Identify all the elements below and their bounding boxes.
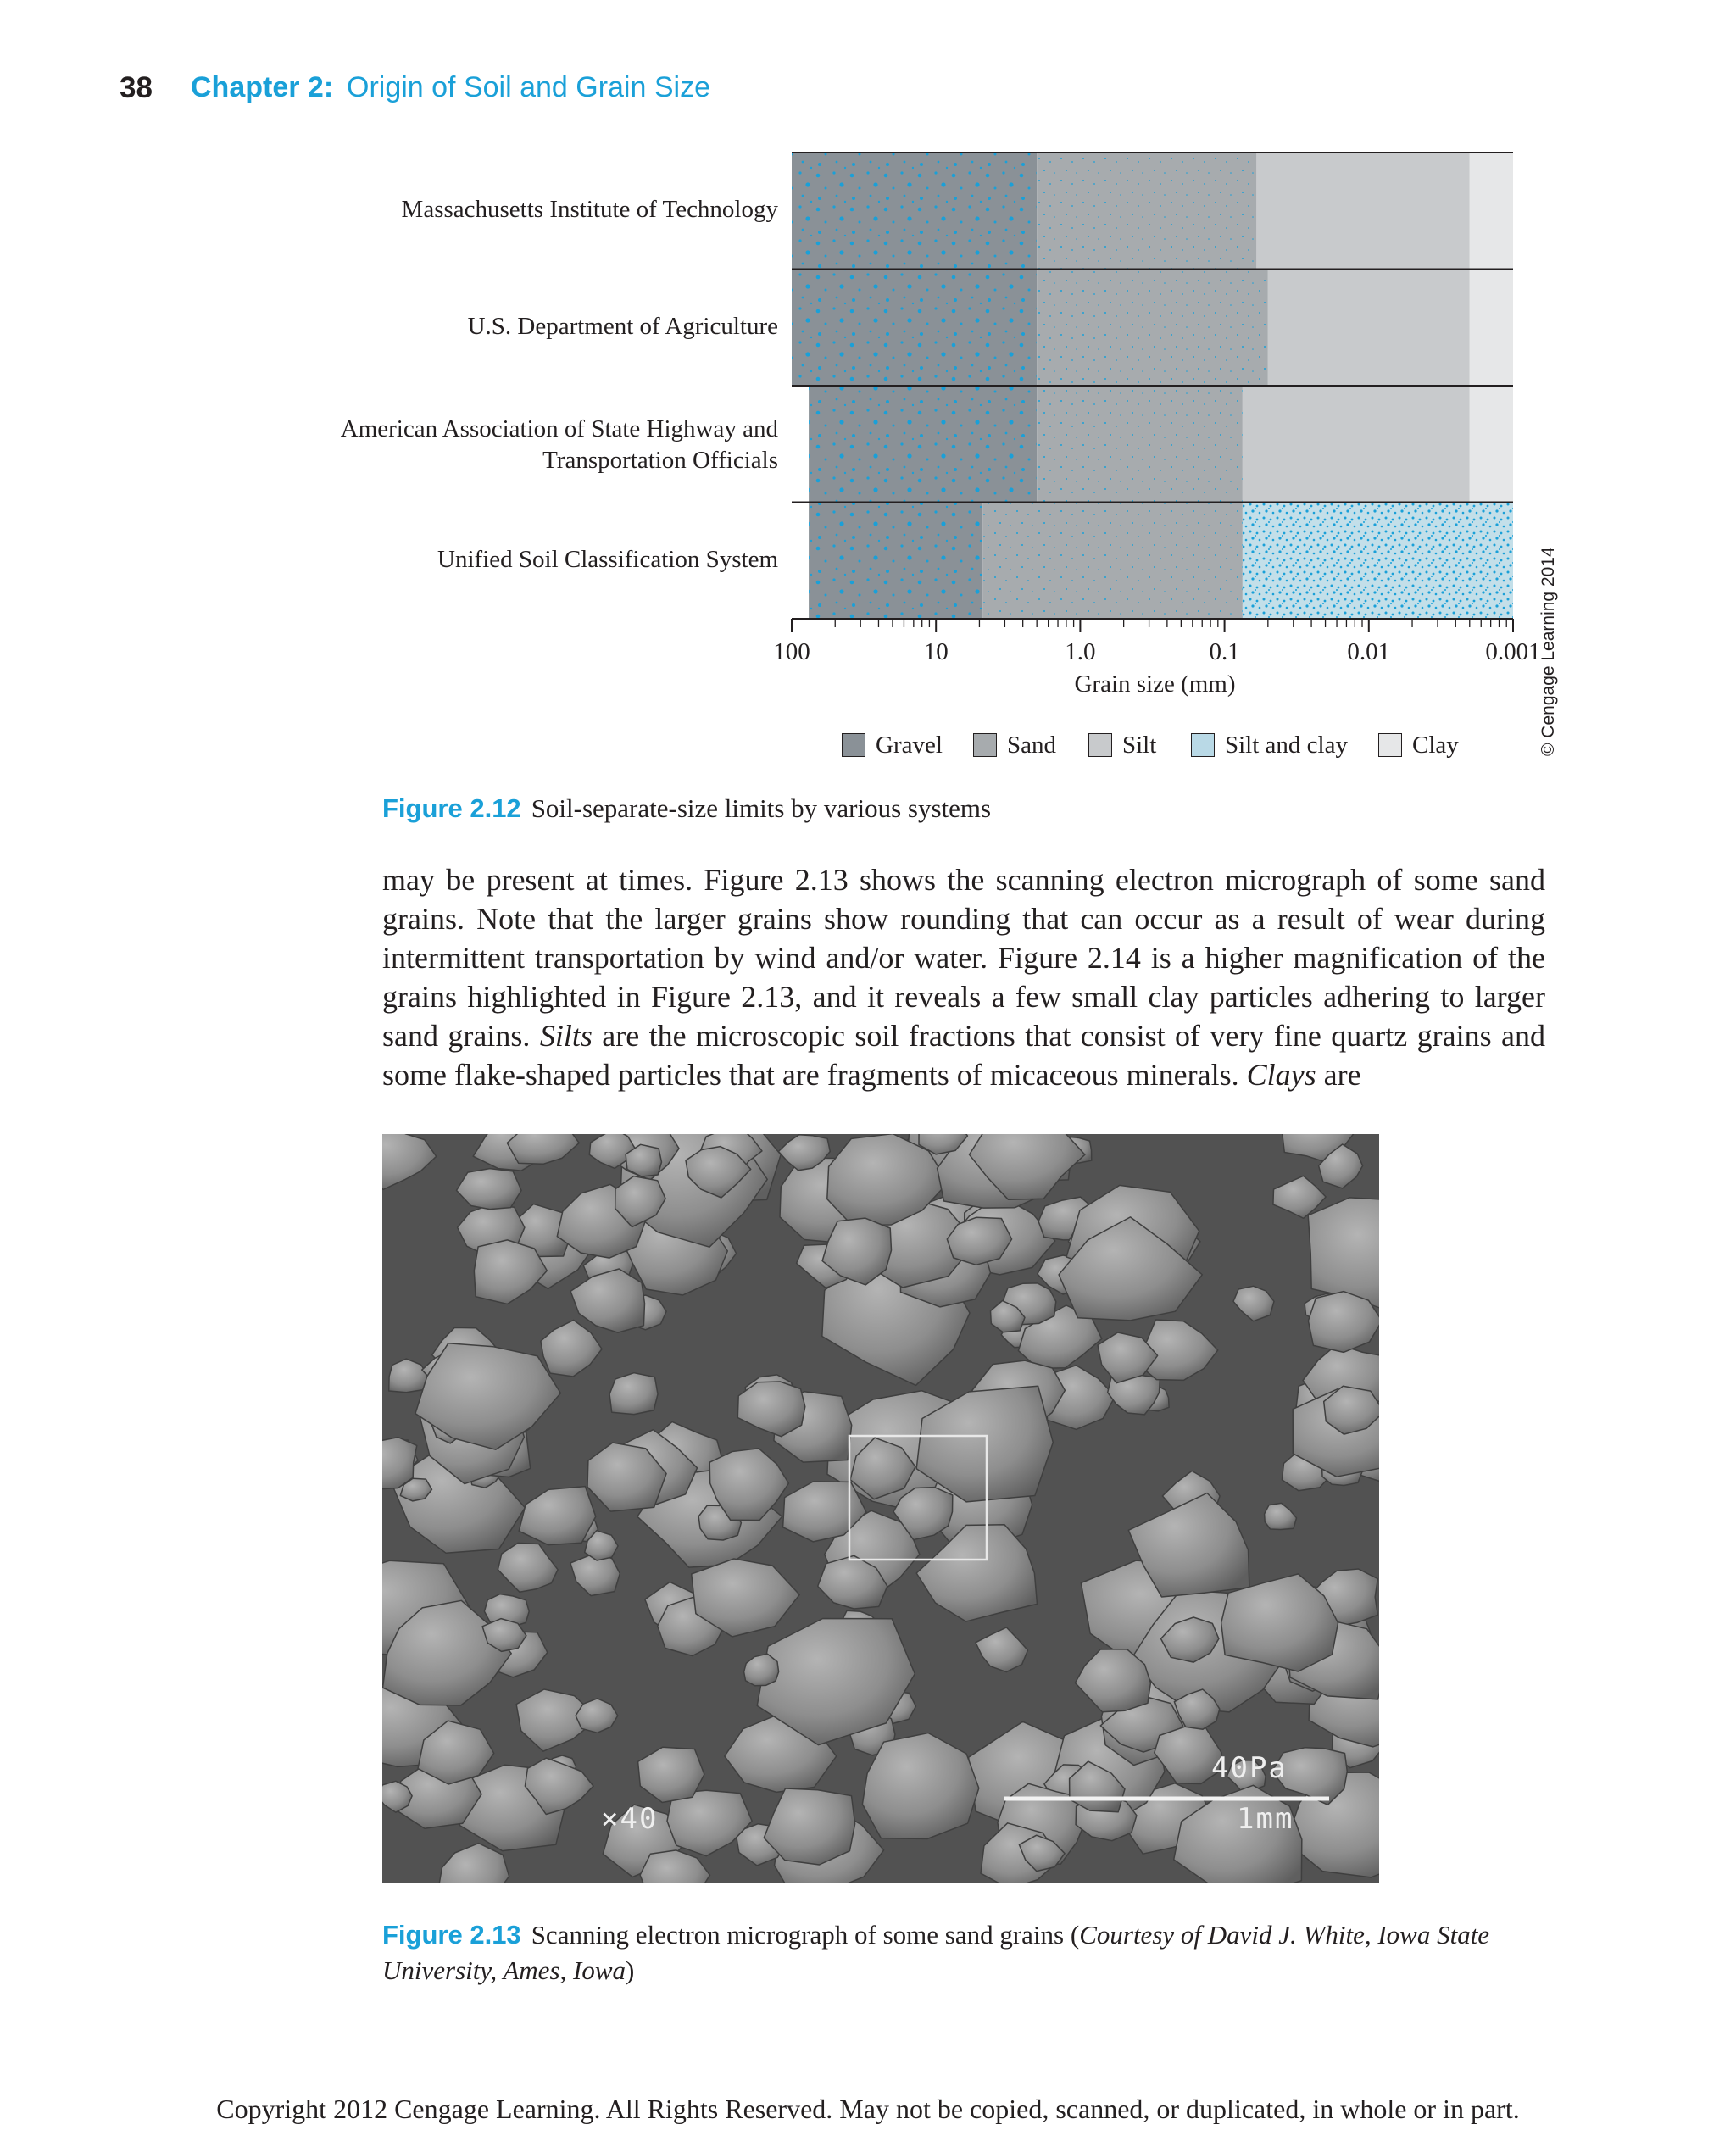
- sand-grain: [507, 1134, 579, 1164]
- x-tick-label: 10: [923, 638, 949, 665]
- x-tick-label: 1.0: [1065, 638, 1096, 665]
- bar-sand-row-2: [1037, 386, 1243, 503]
- sand-grain: [1265, 1503, 1297, 1529]
- sand-grain: [764, 1788, 854, 1865]
- legend-swatch-gravel: [842, 733, 865, 757]
- body-paragraph: [382, 860, 1545, 1094]
- side-copyright: © Cengage Learning 2014: [1538, 547, 1558, 756]
- sand-grain: [1308, 1292, 1379, 1353]
- scale-bar-label: 1mm: [1237, 1802, 1294, 1836]
- magnification-label: ×40: [601, 1802, 659, 1836]
- row-label-uscs: Unified Soil Classification System: [437, 546, 778, 573]
- sand-grain: [609, 1373, 658, 1415]
- sand-grain: [570, 1555, 620, 1596]
- bar-silt-and-clay-row-3: [1243, 503, 1513, 620]
- body-text-part: are: [1316, 1058, 1361, 1092]
- row-label-aashto: American Association of State Highway and Transportation Officials: [340, 415, 778, 474]
- figure-2-13-caption-end: ): [626, 1955, 635, 1985]
- sand-grain: [389, 1359, 429, 1393]
- legend-gravel: [842, 729, 943, 761]
- legend-label-silt-and-clay: Silt and clay: [1225, 731, 1348, 759]
- sand-grain: [519, 1487, 596, 1545]
- legend-swatch-sand: [973, 733, 997, 757]
- legend-swatch-silt-and-clay: [1191, 733, 1215, 757]
- page-number: 38: [120, 71, 153, 104]
- legend-swatch-clay: [1378, 733, 1402, 757]
- sand-grain: [976, 1627, 1028, 1672]
- term-silts: Silts: [539, 1019, 593, 1053]
- body-text-part: may be present at times. Figure 2.13 shows the scanning electron micrograph of some sand grains. Note that the larger grains show rounding that can occur as a result of wear during intermittent transportation by wind and/or water. Figure 2.14 is a higher magnification of the grains highlighted in Figure 2.13, and it reveals a few small clay particles adhering to larger sand grains.: [382, 863, 1545, 1053]
- figure-2-13-caption: [382, 1917, 1552, 1988]
- soil-size-chart: [0, 0, 1736, 780]
- x-axis-label: Grain size (mm): [1074, 670, 1236, 698]
- bar-gravel-row-3: [809, 503, 982, 620]
- bar-gravel-row-1: [792, 270, 1037, 387]
- sand-grain: [570, 1269, 644, 1332]
- x-tick-label: 0.1: [1209, 638, 1240, 665]
- bar-clay-row-1: [1470, 270, 1513, 387]
- figure-2-12-label: Figure 2.12: [382, 793, 521, 823]
- legend-label-silt: Silt: [1122, 731, 1157, 759]
- sand-grain: [498, 1543, 558, 1592]
- figure-2-13-credit: Courtesy of David J. White, Iowa State University, Ames, Iowa: [382, 1920, 1490, 1985]
- bar-sand-row-3: [982, 503, 1243, 620]
- bar-silt-row-0: [1256, 153, 1469, 270]
- sand-grain: [382, 1134, 437, 1189]
- chapter-label: Chapter 2:: [191, 71, 334, 103]
- sand-grain: [862, 1733, 978, 1839]
- bar-clay-row-2: [1470, 386, 1513, 503]
- footer-copyright: Copyright 2012 Cengage Learning. All Rights Reserved. May not be copied, scanned, or duplicated, in whole or in part.: [216, 2094, 1520, 2124]
- legend-silt: [1088, 729, 1156, 761]
- legend-sand: [973, 729, 1056, 761]
- bar-gravel-row-2: [809, 386, 1037, 503]
- row-label-usda: U.S. Department of Agriculture: [467, 313, 778, 340]
- term-clays: Clays: [1246, 1058, 1316, 1092]
- sand-grain: [737, 1382, 805, 1437]
- sand-grain: [457, 1169, 522, 1210]
- x-tick-label: 0.001: [1485, 638, 1541, 665]
- bar-gravel-row-0: [792, 153, 1037, 270]
- x-tick-label: 0.01: [1347, 638, 1391, 665]
- legend-label-clay: Clay: [1412, 731, 1459, 759]
- figure-2-13-caption-text: Scanning electron micrograph of some sand grains (: [531, 1920, 1080, 1950]
- sand-grain: [640, 1850, 709, 1883]
- sand-grain: [916, 1525, 1037, 1621]
- chapter-title: Origin of Soil and Grain Size: [347, 71, 710, 103]
- bar-sand-row-0: [1037, 153, 1256, 270]
- x-tick-label: 100: [773, 638, 810, 665]
- pressure-label: 40Pa: [1211, 1751, 1288, 1785]
- legend-label-sand: Sand: [1007, 731, 1056, 759]
- figure-2-12-caption-text: Soil-separate-size limits by various systems: [531, 793, 992, 823]
- legend-label-gravel: Gravel: [876, 731, 943, 759]
- sem-micrograph: [382, 1134, 1379, 1883]
- row-label-mit: Massachusetts Institute of Technology: [401, 196, 778, 223]
- legend-silt-and-clay: [1191, 729, 1348, 761]
- bar-clay-row-0: [1470, 153, 1513, 270]
- bar-sand-row-1: [1037, 270, 1268, 387]
- sand-grain: [638, 1747, 704, 1802]
- legend-clay: [1378, 729, 1459, 761]
- figure-2-13-label: Figure 2.13: [382, 1920, 521, 1950]
- bar-silt-row-2: [1243, 386, 1470, 503]
- sand-grain: [541, 1320, 602, 1377]
- sand-grain: [1233, 1286, 1274, 1321]
- bar-silt-row-1: [1268, 270, 1470, 387]
- body-text-part: are the microscopic soil fractions that consist of very fine quartz grains and some flake-shaped particles that are fragments of micaceous minerals.: [382, 1019, 1546, 1092]
- figure-2-12-caption: [382, 791, 991, 826]
- legend-swatch-silt: [1088, 733, 1112, 757]
- sand-grain: [744, 1654, 779, 1686]
